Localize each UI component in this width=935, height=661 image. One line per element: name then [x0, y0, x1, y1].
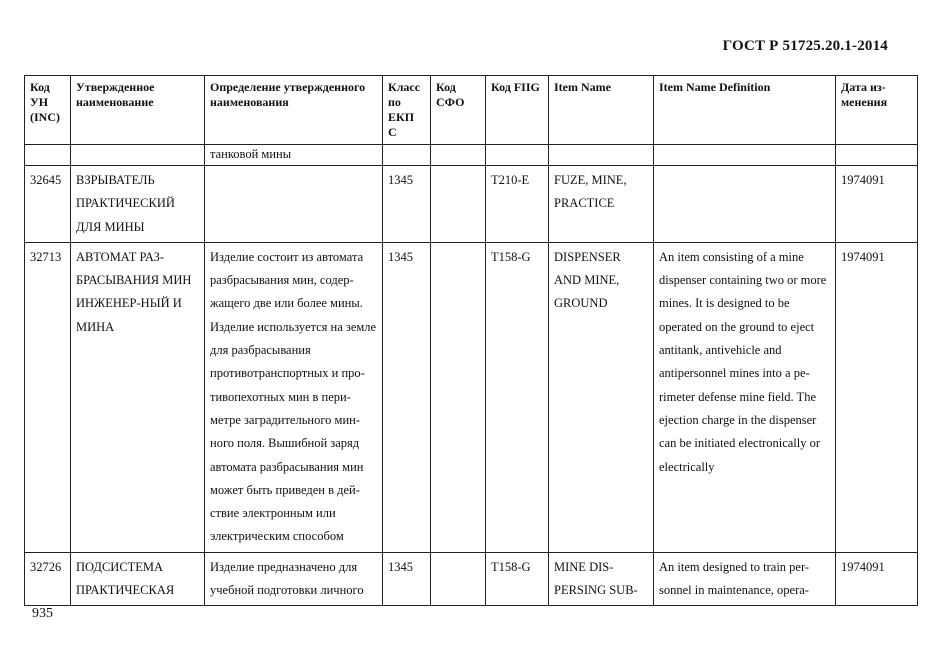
- cell-name: [71, 145, 205, 166]
- cell-date: [836, 145, 918, 166]
- cell-name: ВЗРЫВАТЕЛЬ ПРАКТИЧЕСКИЙ ДЛЯ МИНЫ: [71, 166, 205, 243]
- cell-class: 1345: [383, 552, 431, 606]
- cell-item-name: MINE DIS-PERSING SUB-: [549, 552, 654, 606]
- col-header-date: Дата из-менения: [836, 76, 918, 145]
- cell-name: ПОДСИСТЕМА ПРАКТИЧЕСКАЯ: [71, 552, 205, 606]
- cell-sfo: [431, 552, 486, 606]
- cell-code: [25, 145, 71, 166]
- cell-item-def: An item designed to train per-sonnel in maintenance, opera-: [654, 552, 836, 606]
- cell-date: 1974091: [836, 242, 918, 552]
- cell-fiig: [486, 145, 549, 166]
- col-header-name: Утвержденное наименование: [71, 76, 205, 145]
- table-row: [25, 166, 918, 243]
- cell-class: 1345: [383, 242, 431, 552]
- table-row: [25, 145, 918, 166]
- cell-item-name: [549, 145, 654, 166]
- cell-fiig: T210-E: [486, 166, 549, 243]
- col-header-item-def: Item Name Definition: [654, 76, 836, 145]
- cell-code: 32726: [25, 552, 71, 606]
- cell-definition: [205, 166, 383, 243]
- cell-definition: Изделие предназначено для учебной подготовки личного: [205, 552, 383, 606]
- cell-definition: Изделие состоит из автомата разбрасывания мин, содер-жащего две или более мины. Изделие используется на земле для разбрасывания противотранспортных и про-тивопехотных мин в пери-метре заградительного мин-ного поля. Вышибной заряд автомата разбрасывания мин может быть приведен в дей-ствие электронным или электрическим способом: [205, 242, 383, 552]
- col-header-fiig: Код FIIG: [486, 76, 549, 145]
- registry-table: [24, 75, 918, 606]
- cell-fiig: T158-G: [486, 552, 549, 606]
- cell-definition: танковой мины: [205, 145, 383, 166]
- col-header-item-name: Item Name: [549, 76, 654, 145]
- cell-sfo: [431, 166, 486, 243]
- cell-date: 1974091: [836, 166, 918, 243]
- cell-item-def: [654, 166, 836, 243]
- col-header-definition: Определение утвержденного наименования: [205, 76, 383, 145]
- cell-date: 1974091: [836, 552, 918, 606]
- cell-item-def: [654, 145, 836, 166]
- cell-item-def: An item consisting of a mine dispenser containing two or more mines. It is designed to be operated on the ground to eject antitank, antivehicle and antipersonnel mines into a pe-rimeter defense mine field. The ejection charge in the dispenser can be initiated electronically or electrically: [654, 242, 836, 552]
- table-row: [25, 242, 918, 552]
- cell-code: 32645: [25, 166, 71, 243]
- col-header-class: Класс по ЕКП С: [383, 76, 431, 145]
- col-header-sfo: Код СФО: [431, 76, 486, 145]
- cell-class: [383, 145, 431, 166]
- cell-sfo: [431, 242, 486, 552]
- cell-code: 32713: [25, 242, 71, 552]
- page-number: 935: [32, 606, 53, 621]
- header-row: [25, 76, 918, 145]
- table-row: [25, 552, 918, 606]
- cell-fiig: T158-G: [486, 242, 549, 552]
- cell-item-name: DISPENSER AND MINE, GROUND: [549, 242, 654, 552]
- cell-name: АВТОМАТ РАЗ-БРАСЫВАНИЯ МИН ИНЖЕНЕР-НЫЙ И МИНА: [71, 242, 205, 552]
- cell-class: 1345: [383, 166, 431, 243]
- col-header-code: Код УН (INC): [25, 76, 71, 145]
- cell-sfo: [431, 145, 486, 166]
- cell-item-name: FUZE, MINE, PRACTICE: [549, 166, 654, 243]
- document-code: ГОСТ Р 51725.20.1-2014: [722, 38, 888, 54]
